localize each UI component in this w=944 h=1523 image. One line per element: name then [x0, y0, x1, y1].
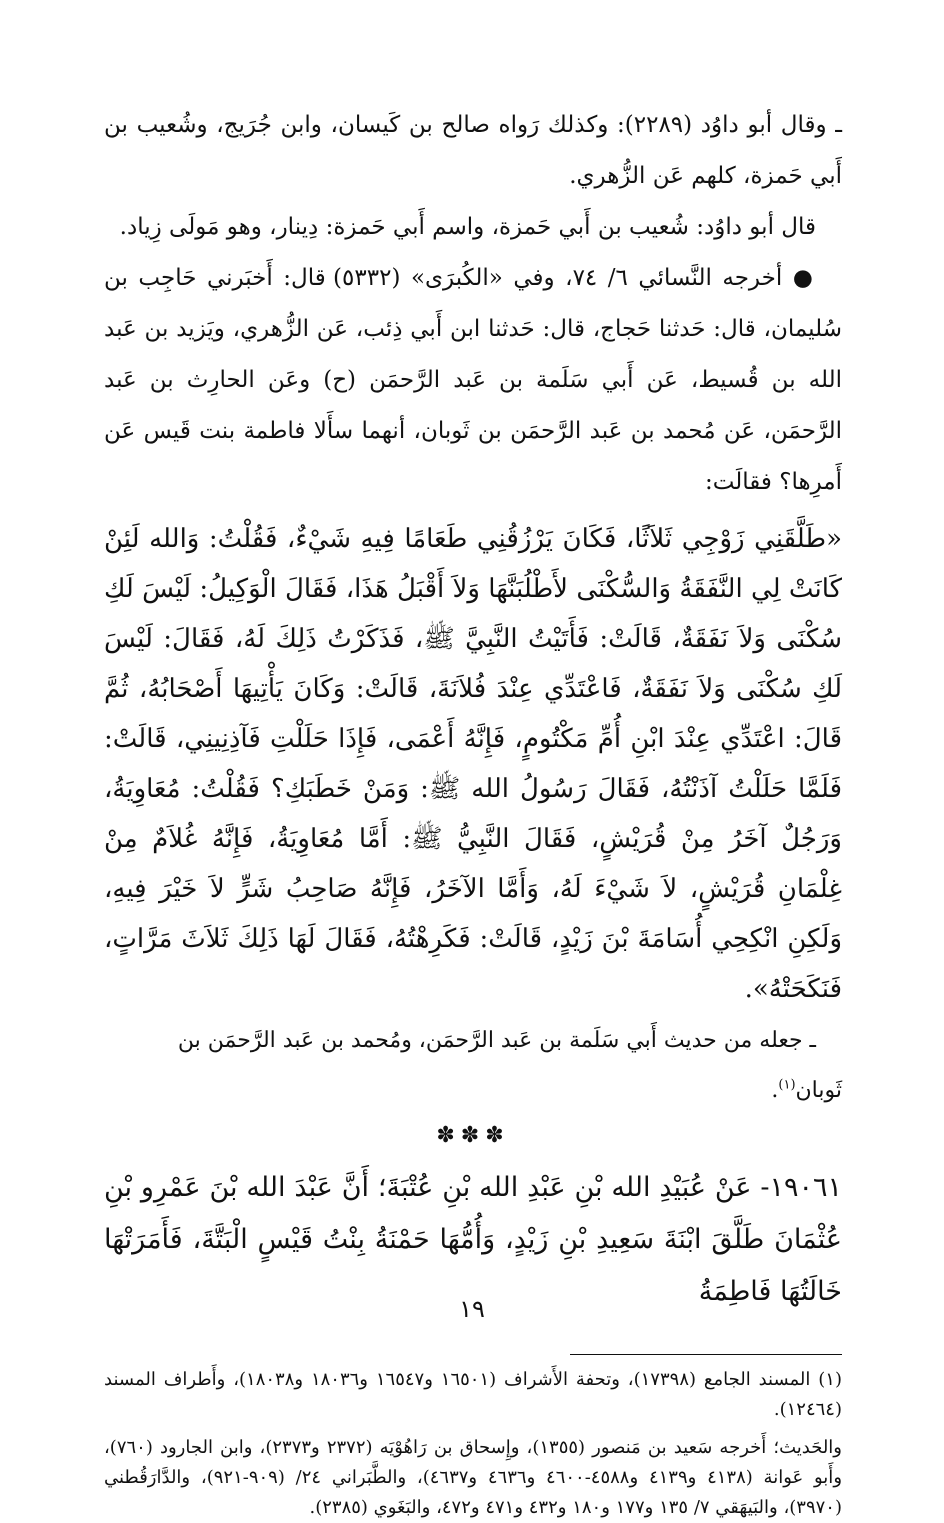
paragraph-nasai-chain-text: أخرجه النَّسائي ٦/ ٧٤، وفي «الكُبرَى» (٥٣٣٢) قال: أَخبَرني حَاجِب بن سُليمان، قال: حَدثنا حَجاج، قال: حَدثنا ابن أَبي ذِئب، عَن الزُّهري، ويَزيد بن عَبد الله بن قُسيط، عَن أَبي سَلَمة بن عَبد الرَّحمَن (ح) وعَن الحارِث بن عَبد الرَّحمَن، عَن مُحمد بن عَبد الرَّحمَن بن ثَوبان، أنهما سأَلا فاطمة بنت قَيس عَن أَمرِها؟ فقالَت: — [104, 265, 842, 495]
paragraph-chain-note — [104, 1016, 842, 1116]
paragraph-nasai-chain — [104, 253, 842, 508]
paragraph-abu-dawud-narration: ـ وقال أبو داوُد (٢٢٨٩): وكذلك رَواه صالح بن كَيسان، وابن جُرَيج، وشُعيب بن أَبي حَمزة، كلهم عَن الزُّهري. — [104, 112, 842, 189]
hadith-19061: ١٩٠٦١- عَنْ عُبَيْدِ الله بْنِ عَبْدِ الله بْنِ عُتْبَةَ؛ أَنَّ عَبْدَ الله بْنَ عَمْرِو بْنِ عُثْمَانَ طَلَّقَ ابْنَةَ سَعِيدِ بْنِ زَيْدٍ، وَأُمُّهَا حَمْنَةُ بِنْتُ قَيْسٍ الْبَتَّةَ، فَأَمَرَتْهَا خَالَتُهَا فَاطِمَةُ — [104, 1172, 842, 1307]
bullet-icon: ● — [792, 265, 817, 291]
footnote-takhrij: والحَديث؛ أَخرجه سَعيد بن مَنصور (١٣٥٥)، وإِسحاق بن رَاهُوْيَه (٢٣٧٢ و٢٣٧٣)، وابن الجارود (٧٦٠)، وأَبو عَوانة (٤١٣٨ و٤١٣٩ و٤٥٨٨-٤٦٠٠ و٤٦٣٦ و٤٦٣٧)، والطَّبَراني ٢٤/ (٩٠٩-٩٢١)، والدَّارَقُطني (٣٩٧٠)، والبَيهَقي ٧/ ١٣٥ و١٧٧ و١٨٠ و٤٣٢ و٤٧١ و٤٧٢، والبَغَوي (٢٣٨٥). — [104, 1437, 843, 1518]
footnote-1: (١) المسند الجامع (١٧٣٩٨)، وتحفة الأَشراف (١٦٥٠١ و١٦٥٤٧ و١٨٠٣٦ و١٨٠٣٨)، وأَطراف المسند (١٢٤٦٤). — [104, 1369, 842, 1420]
paragraph-abu-dawud-note: قال أبو داوُد: شُعيب بن أَبي حَمزة، واسم أَبي حَمزة: دِينار، وهو مَولَى زِياد. — [119, 214, 816, 240]
page-number: ١٩ — [459, 1295, 485, 1323]
footnote-reference[interactable]: (١) — [778, 1077, 796, 1093]
hadith-quote: «طَلَّقَنِي زَوْجِي ثَلاَثًا، فَكَانَ يَرْزُقُنِي طَعَامًا فِيهِ شَيْءٌ، فَقُلْتُ: وَالله لَئِنْ كَانَتْ لِي النَّفَقَةُ وَالسُّكْنَى لأَطْلُبَنَّهَا وَلاَ أَقْبَلُ هَذَا، فَقَالَ الْوَكِيلُ: لَيْسَ لَكِ سُكْنَى وَلاَ نَفَقَةٌ، قَالَتْ: فَأَتَيْتُ النَّبِيَّ ﷺ، فَذَكَرْتُ ذَلِكَ لَهُ، فَقَالَ: لَيْسَ لَكِ سُكْنَى وَلاَ نَفَقَةٌ، فَاعْتَدِّي عِنْدَ فُلاَنَةَ، قَالَتْ: وَكَانَ يَأْتِيهَا أَصْحَابُهُ، ثُمَّ قَالَ: اعْتَدِّي عِنْدَ ابْنِ أُمِّ مَكْتُومٍ، فَإِنَّهُ أَعْمَى، فَإِذَا حَلَلْتِ فَآذِنِينِي، قَالَتْ: فَلَمَّا حَلَلْتُ آذَنْتُهُ، فَقَالَ رَسُولُ الله ﷺ: وَمَنْ خَطَبَكِ؟ فَقُلْتُ: مُعَاوِيَةُ، وَرَجُلٌ آخَرُ مِنْ قُرَيْشٍ، فَقَالَ النَّبِيُّ ﷺ: أَمَّا مُعَاوِيَةُ، فَإِنَّهُ غُلاَمٌ مِنْ غِلْمَانِ قُرَيْشٍ، لاَ شَيْءَ لَهُ، وَأَمَّا الآخَرُ، فَإِنَّهُ صَاحِبُ شَرٍّ لاَ خَيْرَ فِيهِ، وَلَكِنِ انْكِحِي أُسَامَةَ بْنَ زَيْدٍ، قَالَتْ: فَكَرِهْتُهُ، فَقَالَ لَهَا ذَلِكَ ثَلاَثَ مَرَّاتٍ، فَنَكَحَتْهُ». — [104, 524, 842, 1004]
section-separator: ✽✽✽ — [436, 1123, 510, 1148]
chain-note-end: . — [771, 1078, 779, 1103]
footnote-divider — [570, 1354, 842, 1355]
chain-note-text: ـ جعله من حديث أَبي سَلَمة بن عَبد الرَّحمَن، ومُحمد بن عَبد الرَّحمَن بن ثَوبان — [177, 1028, 842, 1103]
